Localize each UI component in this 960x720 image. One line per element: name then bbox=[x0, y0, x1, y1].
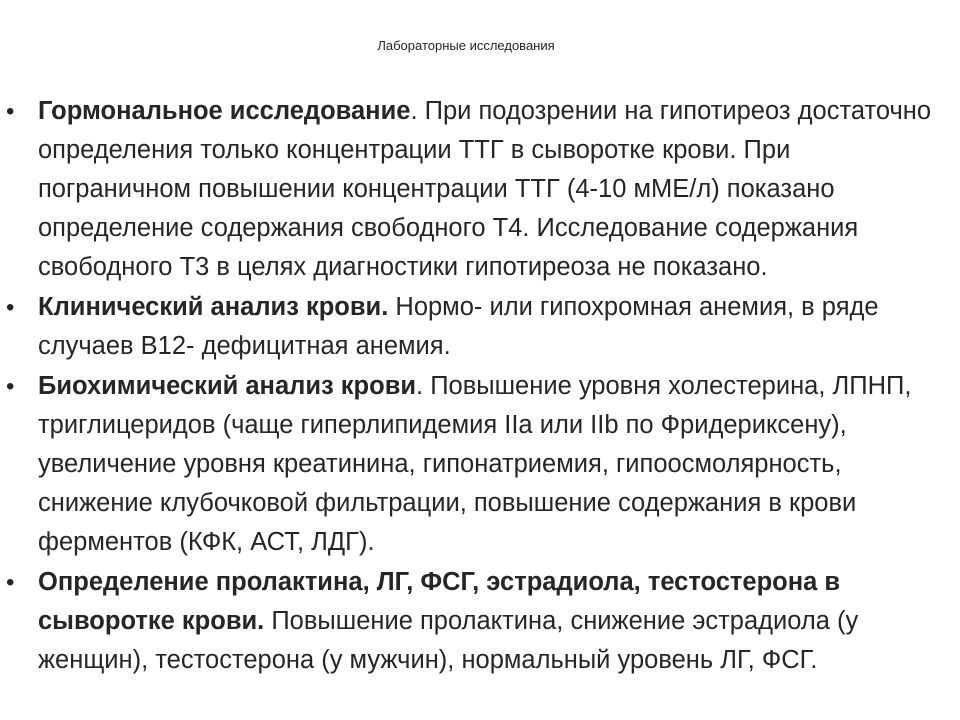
item-heading: Гормональное исследование bbox=[38, 97, 411, 125]
bullet-icon: • bbox=[6, 98, 15, 125]
item-heading: Определение пролактина, ЛГ, ФСГ, эстрадиола, тестостерона в сыворотке крови. bbox=[38, 568, 841, 635]
list-item-hormonal bbox=[6, 92, 940, 287]
item-text: Нормо- или гипохромная анемия, в ряде случаев В12- дефицитная анемия. bbox=[38, 293, 879, 360]
bullet-icon: • bbox=[6, 294, 15, 321]
bullet-list bbox=[6, 92, 940, 681]
list-item-biochemistry bbox=[6, 367, 940, 562]
item-text: Повышение пролактина, снижение эстрадиола (у женщин), тестостерона (у мужчин), нормальный уровень ЛГ, ФСГ. bbox=[38, 607, 859, 674]
list-item-blood-count bbox=[6, 288, 940, 366]
list-item-hormones-serum bbox=[6, 563, 940, 680]
item-heading: Биохимический анализ крови bbox=[38, 372, 417, 400]
item-text: . При подозрении на гипотиреоз достаточно определения только концентрации ТТГ в сыворотке крови. При пограничном повышении концентрации ТТГ (4-10 мМЕ/л) показано определение содержания свободного Т4. Исследование содержания свободного Т3 в целях диагностики гипотиреоза не показано. bbox=[38, 97, 932, 281]
item-heading: Клинический анализ крови. bbox=[38, 293, 389, 321]
item-text: . Повышение уровня холестерина, ЛПНП, триглицеридов (чаще гиперлипидемия IIа или IIb по Фридериксену), увеличение уровня креатинина, гипонатриемия, гипоосмолярность, снижение клубочковой фильтрации, повышение содержания в крови ферментов (КФК, АСТ, ЛДГ). bbox=[38, 372, 912, 556]
bullet-icon: • bbox=[6, 373, 15, 400]
slide-title: Лабораторные исследования bbox=[377, 38, 555, 53]
bullet-icon: • bbox=[6, 569, 15, 596]
